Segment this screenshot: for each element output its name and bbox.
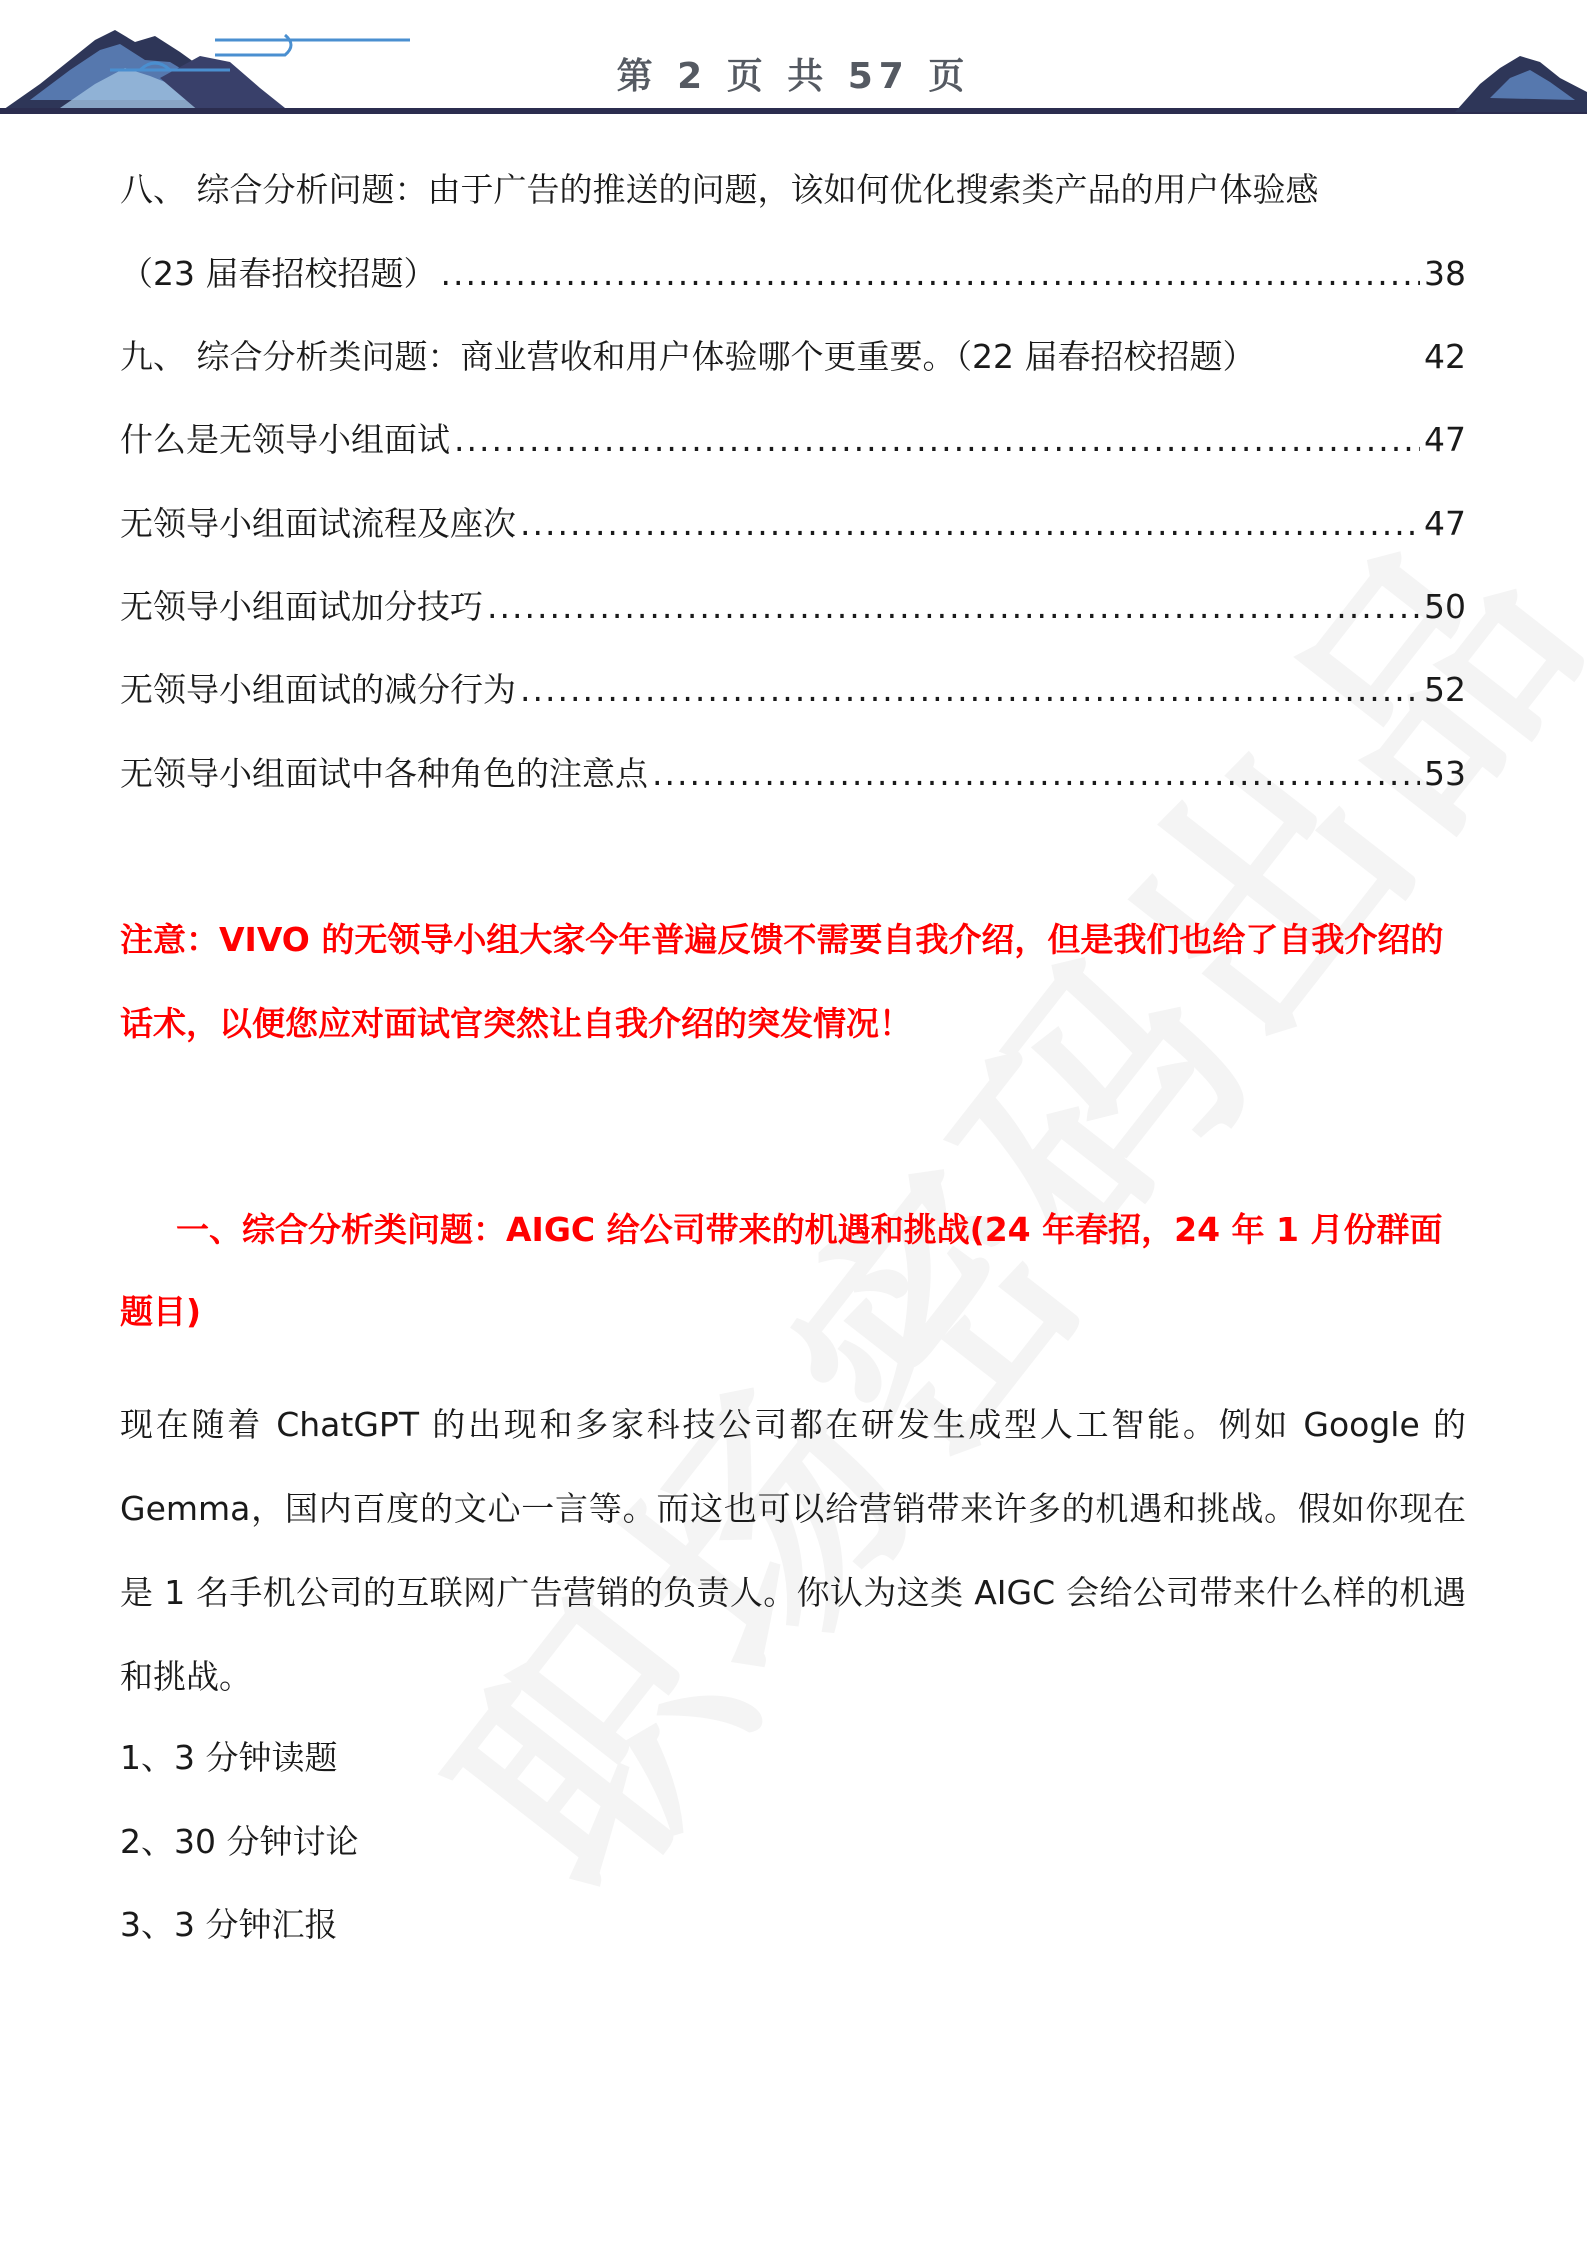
toc-entry-text: 无领导小组面试加分技巧 xyxy=(120,587,483,626)
toc-leader-dots xyxy=(454,410,1420,470)
toc-entry-page: 52 xyxy=(1424,670,1466,709)
toc-entry-page: 47 xyxy=(1424,420,1466,459)
toc-entry-page: 42 xyxy=(1424,337,1466,376)
toc-entry-page: 50 xyxy=(1424,587,1466,626)
notice-text: 注意：VIVO 的无领导小组大家今年普遍反馈不需要自我介绍，但是我们也给了自我介绍的话术，以便您应对面试官突然让自我介绍的突发情况！ xyxy=(120,920,1444,1043)
list-item: 1、3 分钟读题 xyxy=(120,1738,338,1777)
toc-entry-text: 九、 综合分析类问题：商业营收和用户体验哪个更重要。（22 届春招校招题） xyxy=(120,337,1256,376)
list-item: 2、30 分钟讨论 xyxy=(120,1822,359,1861)
toc-entry[interactable] xyxy=(120,244,1466,304)
toc-entry[interactable] xyxy=(120,160,1466,220)
toc-entry[interactable] xyxy=(120,577,1466,637)
toc-entry[interactable] xyxy=(120,494,1466,554)
toc-entry-text: 无领导小组面试流程及座次 xyxy=(120,504,516,543)
toc-entry-text: 无领导小组面试中各种角色的注意点 xyxy=(120,754,648,793)
toc-entry-text: 八、 综合分析问题：由于广告的推送的问题，该如何优化搜索类产品的用户体验感 xyxy=(120,170,1319,209)
toc-entry-page: 38 xyxy=(1424,254,1466,293)
toc-entry-page: 47 xyxy=(1424,504,1466,543)
toc-leader-dots xyxy=(520,494,1420,554)
section-heading: 一、综合分析类问题：AIGC 给公司带来的机遇和挑战(24 年春招，24 年 1 月份群面题目) xyxy=(120,1210,1443,1331)
toc-entry-page: 53 xyxy=(1424,754,1466,793)
toc-leader-dots xyxy=(440,244,1420,304)
toc-entry-text: 什么是无领导小组面试 xyxy=(120,420,450,459)
body-paragraph: 现在随着 ChatGPT 的出现和多家科技公司都在研发生成型人工智能。例如 Google 的 Gemma，国内百度的文心一言等。而这也可以给营销带来许多的机遇和挑战。假如你现在是 1 名手机公司的互联网广告营销的负责人。你认为这类 AIGC 会给公司带来什么样的机遇和挑战。 xyxy=(120,1405,1466,1696)
toc-leader-dots xyxy=(652,744,1420,804)
toc-leader-dots xyxy=(487,577,1420,637)
toc-entry[interactable] xyxy=(120,660,1466,720)
toc-entry[interactable] xyxy=(120,744,1466,804)
toc-entry[interactable] xyxy=(120,327,1466,387)
toc-entry[interactable] xyxy=(120,410,1466,470)
page-number: 第 2 页 共 57 页 xyxy=(616,56,971,97)
toc-entry-text: 无领导小组面试的减分行为 xyxy=(120,670,516,709)
page-header xyxy=(0,0,1587,120)
toc-leader-dots xyxy=(520,660,1420,720)
toc-entry-text: （23 届春招校招题） xyxy=(120,254,437,293)
list-item: 3、3 分钟汇报 xyxy=(120,1905,338,1944)
